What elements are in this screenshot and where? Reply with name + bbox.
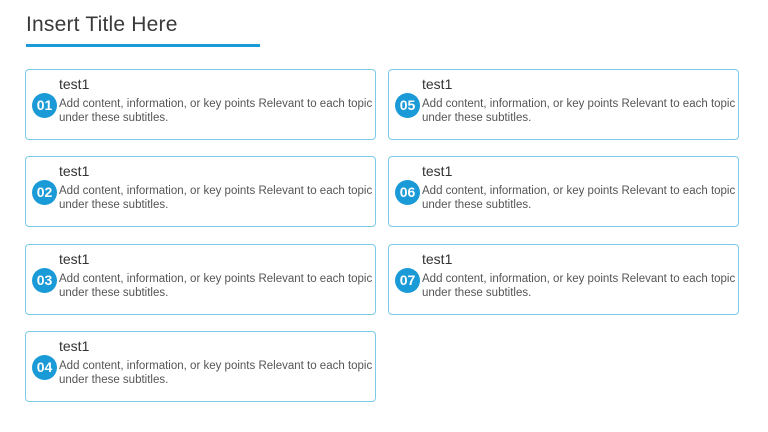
number-badge-01: 01 bbox=[32, 93, 57, 118]
card-body: Add content, information, or key points Relevant to each topic under these subtitles. bbox=[422, 185, 736, 211]
card-03 bbox=[25, 244, 376, 315]
card-body: Add content, information, or key points Relevant to each topic under these subtitles. bbox=[59, 185, 373, 211]
card-title: test1 bbox=[59, 163, 90, 179]
card-body: Add content, information, or key points Relevant to each topic under these subtitles. bbox=[59, 273, 373, 299]
card-05 bbox=[388, 69, 739, 140]
slide-title: Insert Title Here bbox=[26, 13, 178, 36]
card-title: test1 bbox=[422, 163, 453, 179]
number-badge-06: 06 bbox=[395, 180, 420, 205]
number-badge-05: 05 bbox=[395, 93, 420, 118]
card-title: test1 bbox=[59, 251, 90, 267]
card-06 bbox=[388, 156, 739, 227]
card-title: test1 bbox=[59, 76, 90, 92]
card-title: test1 bbox=[422, 251, 453, 267]
number-badge-07: 07 bbox=[395, 268, 420, 293]
card-title: test1 bbox=[422, 76, 453, 92]
card-01 bbox=[25, 69, 376, 140]
number-badge-02: 02 bbox=[32, 180, 57, 205]
number-badge-03: 03 bbox=[32, 268, 57, 293]
card-body: Add content, information, or key points Relevant to each topic under these subtitles. bbox=[59, 360, 373, 386]
title-underline bbox=[26, 44, 260, 47]
card-04 bbox=[25, 331, 376, 402]
card-title: test1 bbox=[59, 338, 90, 354]
card-body: Add content, information, or key points Relevant to each topic under these subtitles. bbox=[422, 273, 736, 299]
card-body: Add content, information, or key points Relevant to each topic under these subtitles. bbox=[59, 98, 373, 124]
card-07 bbox=[388, 244, 739, 315]
card-02 bbox=[25, 156, 376, 227]
card-body: Add content, information, or key points Relevant to each topic under these subtitles. bbox=[422, 98, 736, 124]
number-badge-04: 04 bbox=[32, 355, 57, 380]
